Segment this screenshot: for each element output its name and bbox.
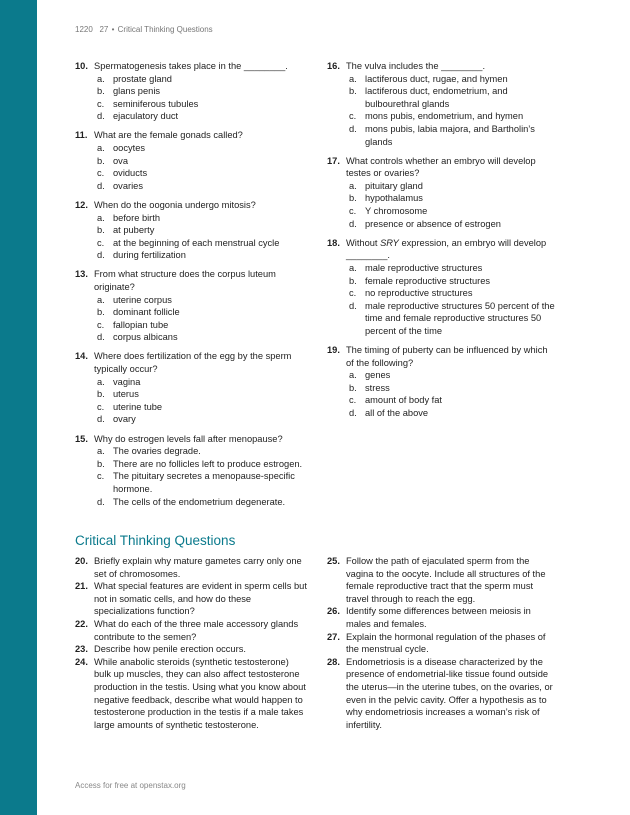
option-letter: a. <box>97 376 105 387</box>
option-letter: b. <box>349 86 357 97</box>
option-text: vagina <box>113 376 141 387</box>
question-number: 26. <box>327 606 340 617</box>
critical-question <box>75 643 308 656</box>
chapter-number: 27 <box>99 25 109 34</box>
option-text: presence or absence of estrogen <box>365 218 501 229</box>
option-text: corpus albicans <box>113 332 178 343</box>
option-text: male reproductive structures <box>365 262 483 273</box>
option <box>346 369 555 382</box>
option <box>346 382 555 395</box>
option-text: uterus <box>113 389 139 400</box>
option <box>94 110 308 123</box>
question-text: When do the oogonia undergo mitosis? <box>94 199 256 210</box>
option-text: mons pubis, labia majora, and Bartholin’s glands <box>365 123 535 147</box>
option <box>346 110 555 123</box>
question-number: 13. <box>75 269 88 280</box>
option <box>94 319 308 332</box>
option <box>94 237 308 250</box>
question-number: 22. <box>75 618 88 629</box>
question-number: 14. <box>75 351 88 362</box>
question-number: 27. <box>327 631 340 642</box>
option-list <box>346 180 555 230</box>
option-letter: b. <box>349 193 357 204</box>
option-list <box>94 73 308 123</box>
option-text: pituitary gland <box>365 180 423 191</box>
option-letter: a. <box>97 212 105 223</box>
option-letter: c. <box>97 98 105 109</box>
option <box>94 401 308 414</box>
option <box>94 212 308 225</box>
option-text: The ovaries degrade. <box>113 446 201 457</box>
running-header <box>75 25 213 34</box>
question-text: The vulva includes the ________. <box>346 61 486 71</box>
option-letter: a. <box>97 143 105 154</box>
option-text: uterine corpus <box>113 294 172 305</box>
option <box>94 331 308 344</box>
option-letter: a. <box>349 73 357 84</box>
critical-question <box>75 656 308 732</box>
question-number: 25. <box>327 556 340 566</box>
option <box>94 98 308 111</box>
option <box>94 180 308 193</box>
option-list <box>94 212 308 262</box>
option-letter: d. <box>349 218 357 229</box>
option-letter: d. <box>97 180 105 191</box>
critical-question <box>75 555 308 580</box>
question <box>75 268 308 344</box>
option-text: hypothalamus <box>365 193 423 204</box>
side-color-bar <box>0 0 37 815</box>
option-text: mons pubis, endometrium, and hymen <box>365 111 524 122</box>
option-letter: a. <box>97 294 105 305</box>
option-text: genes <box>365 370 391 381</box>
option-letter: b. <box>97 155 105 166</box>
option-text: amount of body fat <box>365 395 443 406</box>
question-text: Why do estrogen levels fall after menopause? <box>94 433 283 444</box>
option-text: female reproductive structures <box>365 275 491 286</box>
question-text: What special features are evident in sperm cells but not in somatic cells, and how do these specializations function? <box>94 581 307 617</box>
option-list <box>94 376 308 426</box>
option-list <box>346 73 555 149</box>
option <box>346 205 555 218</box>
option-text: Y chromosome <box>365 206 428 217</box>
question <box>75 433 308 509</box>
question-text: The timing of puberty can be influenced by which of the following? <box>346 344 548 368</box>
option <box>346 73 555 86</box>
option-letter: a. <box>349 370 357 381</box>
option-list <box>346 369 555 419</box>
option-list <box>346 262 555 338</box>
critical-questions-left-column <box>75 555 308 731</box>
question-text: Briefly explain why mature gametes carry only one set of chromosomes. <box>94 556 302 579</box>
critical-question <box>75 580 308 618</box>
question-number: 12. <box>75 199 88 210</box>
option-text: before birth <box>113 212 161 223</box>
question-number: 20. <box>75 556 88 566</box>
question-text-italic: SRY <box>380 237 399 248</box>
question-number: 23. <box>75 644 88 655</box>
question-text: Identify some differences between meiosis in males and females. <box>346 606 531 629</box>
option <box>346 85 555 110</box>
question-text: From what structure does the corpus luteum originate? <box>94 269 276 292</box>
option-letter: b. <box>97 458 105 469</box>
option-letter: c. <box>349 288 357 299</box>
option <box>346 262 555 275</box>
option <box>94 496 308 509</box>
review-questions-left-column <box>75 60 308 515</box>
question <box>75 60 308 123</box>
option <box>346 407 555 420</box>
option-text: There are no follicles left to produce estrogen. <box>113 458 303 469</box>
option <box>94 294 308 307</box>
option <box>94 376 308 389</box>
question-text: Describe how penile erection occurs. <box>94 644 246 655</box>
critical-thinking-heading: Critical Thinking Questions <box>75 533 236 548</box>
option-letter: a. <box>97 73 105 84</box>
option-text: dominant follicle <box>113 307 180 318</box>
option-letter: d. <box>97 414 105 425</box>
option-text: oviducts <box>113 168 148 179</box>
option-text: ovaries <box>113 180 143 191</box>
question <box>327 237 555 338</box>
option-text: ejaculatory duct <box>113 111 179 122</box>
option <box>346 287 555 300</box>
option-text: seminiferous tubules <box>113 98 199 109</box>
option <box>94 445 308 458</box>
question-text: Where does fertilization of the egg by the sperm typically occur? <box>94 351 292 375</box>
question <box>327 155 555 231</box>
option-letter: c. <box>349 206 357 217</box>
option-text: lactiferous duct, rugae, and hymen <box>365 73 508 84</box>
option <box>94 142 308 155</box>
option <box>94 413 308 426</box>
option-text: ova <box>113 155 128 166</box>
option <box>94 224 308 237</box>
review-questions-right-column <box>327 60 555 426</box>
option-text: lactiferous duct, endometrium, and bulbourethral glands <box>365 86 508 109</box>
option <box>94 73 308 86</box>
page-number: 1220 <box>75 25 93 34</box>
question-text: Endometriosis is a disease characterized by the presence of endometrial-like tissue found outside the uterus—in the uterine tubes, on the ovaries, or even in the pelvic cavity. Offer a hypothesis as to why endometriosis increases a woman’s risk of infertility. <box>346 656 553 730</box>
question-text: What controls whether an embryo will develop testes or ovaries? <box>346 155 536 179</box>
option-letter: b. <box>97 86 105 97</box>
question-number: 19. <box>327 344 340 355</box>
option-text: all of the above <box>365 407 429 418</box>
option-letter: b. <box>349 382 357 393</box>
question-number: 18. <box>327 237 340 248</box>
option-text: prostate gland <box>113 73 172 84</box>
option-letter: b. <box>97 307 105 318</box>
option-letter: b. <box>97 389 105 400</box>
option-text: uterine tube <box>113 401 163 412</box>
option-letter: d. <box>97 250 105 261</box>
option-letter: c. <box>349 395 357 406</box>
option-text: during fertilization <box>113 250 186 261</box>
option-list <box>94 142 308 192</box>
question <box>75 350 308 426</box>
option <box>346 300 555 338</box>
option-text: glans penis <box>113 86 161 97</box>
question-text <box>346 237 555 262</box>
question-text: While anabolic steroids (synthetic testosterone) bulk up muscles, they can also affect testosterone production in the testis. Using what you know about negative feedback, describe what would happen to testosterone production in the testis if a male takes large amounts of synthetic testosterone. <box>94 656 306 730</box>
question-number: 28. <box>327 656 340 667</box>
option-letter: a. <box>349 262 357 273</box>
option-letter: c. <box>349 111 357 122</box>
option-text: The cells of the endometrium degenerate. <box>113 496 286 507</box>
option-text: male reproductive structures 50 percent of the time and female reproductive structures 50 percent of the time <box>365 300 555 336</box>
header-bullet: • <box>111 25 115 34</box>
option-text: stress <box>365 382 390 393</box>
option <box>94 470 308 495</box>
option <box>94 249 308 262</box>
option-letter: c. <box>97 471 105 482</box>
option <box>346 180 555 193</box>
question <box>327 344 555 420</box>
question-number: 17. <box>327 155 340 166</box>
option-letter: c. <box>97 401 105 412</box>
option-letter: c. <box>97 237 105 248</box>
question-number: 21. <box>75 581 88 592</box>
option-letter: d. <box>97 496 105 507</box>
option-text: oocytes <box>113 143 146 154</box>
critical-question <box>327 656 555 732</box>
option <box>94 155 308 168</box>
critical-question <box>327 555 555 605</box>
footer-access-note: Access for free at openstax.org <box>75 781 186 790</box>
option-text: at puberty <box>113 225 155 236</box>
option-letter: d. <box>349 123 357 134</box>
option-list <box>94 294 308 344</box>
option-text: fallopian tube <box>113 319 169 330</box>
question-number: 10. <box>75 61 88 71</box>
option <box>94 388 308 401</box>
critical-questions-right-column <box>327 555 555 731</box>
option <box>94 85 308 98</box>
option-letter: d. <box>349 407 357 418</box>
critical-question <box>327 631 555 656</box>
option-list <box>94 445 308 508</box>
question-text: What do each of the three male accessory glands contribute to the semen? <box>94 618 299 642</box>
option-letter: b. <box>349 275 357 286</box>
option-letter: d. <box>97 111 105 122</box>
option-letter: d. <box>349 300 357 311</box>
option <box>94 306 308 319</box>
option-letter: c. <box>97 168 105 179</box>
option <box>94 167 308 180</box>
question-text: Spermatogenesis takes place in the ________. <box>94 61 288 71</box>
option <box>346 123 555 148</box>
option-letter: c. <box>97 319 105 330</box>
question-text-start: Without <box>346 237 381 248</box>
question-number: 24. <box>75 656 88 667</box>
option <box>94 458 308 471</box>
question-number: 16. <box>327 61 340 71</box>
option-text: no reproductive structures <box>365 288 473 299</box>
question <box>327 60 555 148</box>
option-letter: d. <box>97 332 105 343</box>
option-text: The pituitary secretes a menopause-specific hormone. <box>113 471 295 494</box>
option-letter: a. <box>97 446 105 457</box>
question-text: What are the female gonads called? <box>94 130 243 141</box>
critical-question <box>327 605 555 630</box>
header-section: Critical Thinking Questions <box>117 25 213 34</box>
option <box>346 394 555 407</box>
option <box>346 218 555 231</box>
option-text: ovary <box>113 414 136 425</box>
option <box>346 192 555 205</box>
question <box>75 199 308 262</box>
option <box>346 275 555 288</box>
question-number: 11. <box>75 130 88 141</box>
question-number: 15. <box>75 433 88 444</box>
question <box>75 129 308 192</box>
option-letter: a. <box>349 180 357 191</box>
option-letter: b. <box>97 225 105 236</box>
option-text: at the beginning of each menstrual cycle <box>113 237 280 248</box>
critical-question <box>75 618 308 643</box>
question-text-end: expression, an embryo will develop ________. <box>346 237 547 261</box>
question-text: Explain the hormonal regulation of the phases of the menstrual cycle. <box>346 631 546 655</box>
question-text: Follow the path of ejaculated sperm from the vagina to the oocyte. Include all structures of the female reproductive tract that the sperm must travel through to reach the egg. <box>346 556 546 604</box>
